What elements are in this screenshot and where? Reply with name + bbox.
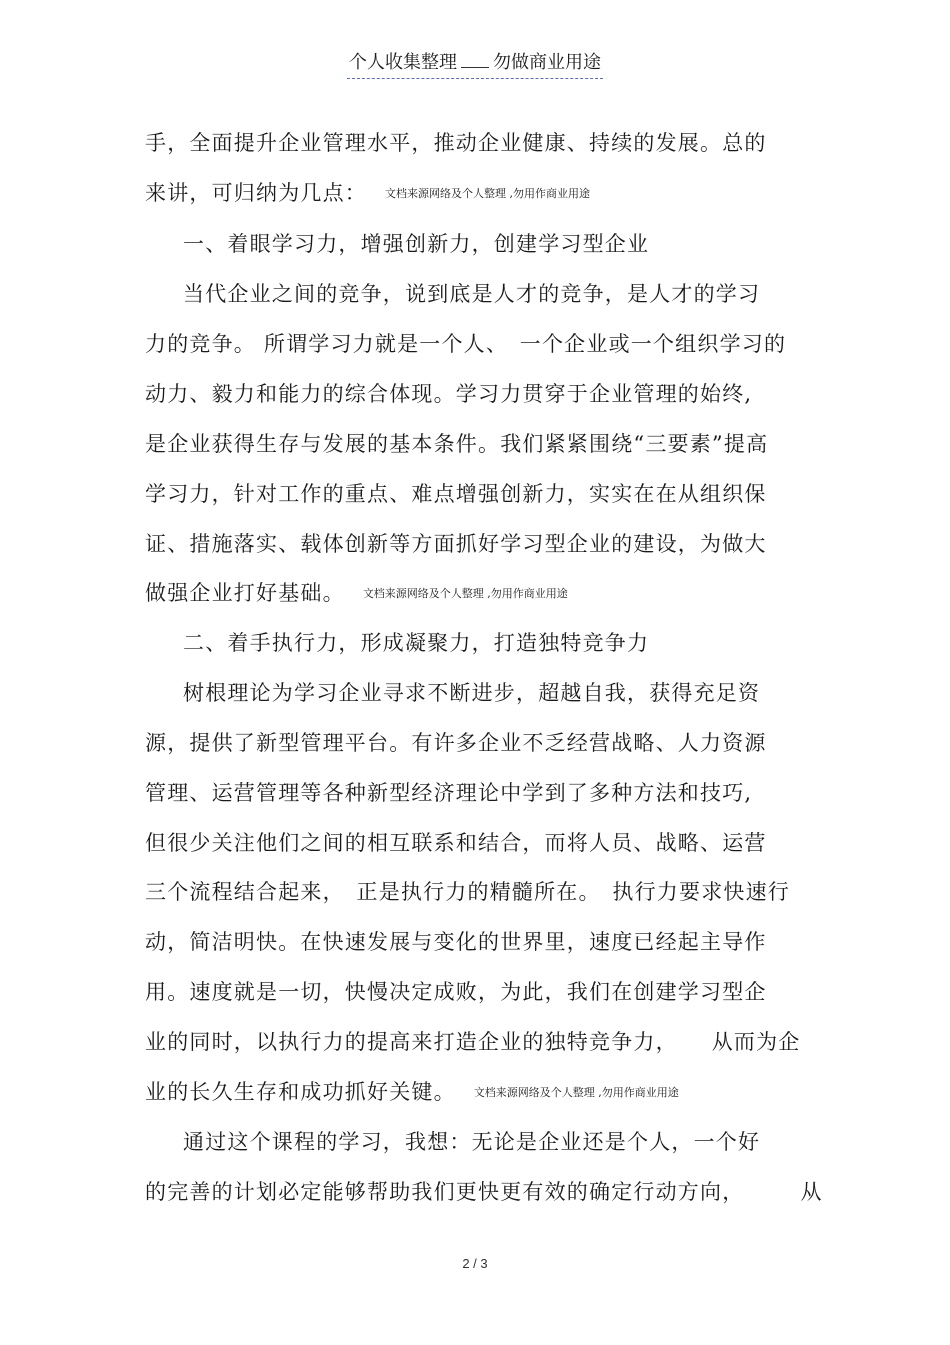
body-line: 业的长久生存和成功抓好关键。 文档来源网络及个人整理 ,勿用作商业用途: [145, 1080, 679, 1104]
body-line: 力的竞争。 所谓学习力就是一个人、 一个企业或一个组织学习的: [145, 332, 787, 356]
page-header: [0, 48, 950, 79]
body-line: 树根理论为学习企业寻求不断进步，超越自我，获得充足资: [183, 681, 761, 705]
body-line: 是企业获得生存与发展的基本条件。我们紧紧围绕“三要素”提高: [145, 432, 769, 456]
section-heading: 一、着眼学习力，增强创新力，创建学习型企业: [183, 232, 650, 256]
body-line: 的完善的计划必定能够帮助我们更快更有效的确定行动方向， 从: [145, 1180, 823, 1204]
body-line: 用。速度就是一切，快慢决定成败，为此，我们在创建学习型企: [145, 980, 767, 1004]
body-line: 学习力，针对工作的重点、难点增强创新力，实实在在从组织保: [145, 482, 767, 506]
body-line: 业的同时，以执行力的提高来打造企业的独特竞争力， 从而为企: [145, 1030, 801, 1054]
body-line: 动，简洁明快。在快速发展与变化的世界里，速度已经起主导作: [145, 930, 767, 954]
body-line: 当代企业之间的竞争，说到底是人才的竞争，是人才的学习: [183, 282, 761, 306]
body-line: 通过这个课程的学习，我想：无论是企业还是个人，一个好: [183, 1130, 761, 1154]
page-number: 2 / 3: [462, 1256, 488, 1271]
header-left-text: 个人收集整理: [349, 52, 457, 73]
body-line: 手，全面提升企业管理水平，推动企业健康、持续的发展。总的: [145, 131, 767, 155]
source-note: 文档来源网络及个人整理 ,勿用作商业用途: [362, 587, 568, 600]
body-line: 来讲，可归纳为几点： 文档来源网络及个人整理 ,勿用作商业用途: [145, 181, 590, 205]
header-watermark: [347, 48, 603, 79]
section-heading: 二、着手执行力，形成凝聚力，打造独特竞争力: [183, 631, 650, 655]
header-right-text: 勿做商业用途: [493, 52, 601, 73]
header-underline-gap: [461, 55, 489, 68]
body-line: 证、措施落实、载体创新等方面抓好学习型企业的建设，为做大: [145, 532, 767, 556]
body-line: 源，提供了新型管理平台。有许多企业不乏经营战略、人力资源: [145, 731, 767, 755]
body-line: 管理、运营管理等各种新型经济理论中学到了多种方法和技巧,: [145, 781, 753, 805]
body-line: 三个流程结合起来， 正是执行力的精髓所在。 执行力要求快速行: [145, 880, 790, 904]
body-line: 做强企业打好基础。 文档来源网络及个人整理 ,勿用作商业用途: [145, 581, 568, 605]
source-note: 文档来源网络及个人整理 ,勿用作商业用途: [385, 187, 590, 200]
source-note: 文档来源网络及个人整理 ,勿用作商业用途: [473, 1086, 679, 1099]
body-line: 动力、毅力和能力的综合体现。学习力贯穿于企业管理的始终,: [145, 382, 753, 406]
body-line: 但很少关注他们之间的相互联系和结合，而将人员、战略、运营: [145, 831, 767, 855]
